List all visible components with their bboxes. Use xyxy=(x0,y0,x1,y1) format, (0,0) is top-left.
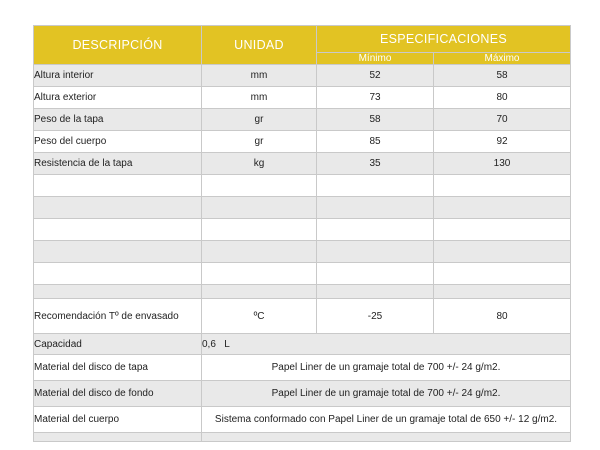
row-unit: mm xyxy=(202,65,317,87)
capacity-row xyxy=(34,334,571,355)
capacity-value: 0,6 xyxy=(202,338,216,350)
row-max: 92 xyxy=(434,131,571,153)
row-min: 73 xyxy=(317,87,434,109)
row-description: Recomendación Tº de envasado xyxy=(34,299,202,334)
header-min: Mínimo xyxy=(317,53,434,65)
material-row xyxy=(34,381,571,407)
material-value: Papel Liner de un gramaje total de 700 +/- 24 g/m2. xyxy=(202,355,571,381)
row-unit: kg xyxy=(202,153,317,175)
material-value: Sistema conformado con Papel Liner de un gramaje total de 650 +/- 12 g/m2. xyxy=(202,407,571,433)
table-row xyxy=(34,87,571,109)
capacity-label: Capacidad xyxy=(34,334,202,355)
row-description: Peso de la tapa xyxy=(34,109,202,131)
row-min: -25 xyxy=(317,299,434,334)
row-unit: gr xyxy=(202,109,317,131)
material-label: Material del disco de tapa xyxy=(34,355,202,381)
recommendation-row xyxy=(34,299,571,334)
empty-row xyxy=(34,263,571,285)
material-value: Papel Liner de un gramaje total de 700 +/- 24 g/m2. xyxy=(202,381,571,407)
table-row xyxy=(34,153,571,175)
material-row xyxy=(34,355,571,381)
material-row xyxy=(34,407,571,433)
empty-row xyxy=(34,433,571,442)
header-description: DESCRIPCIÓN xyxy=(34,26,202,65)
header-max: Máximo xyxy=(434,53,571,65)
row-min: 35 xyxy=(317,153,434,175)
material-label: Material del cuerpo xyxy=(34,407,202,433)
table-row xyxy=(34,131,571,153)
header-unit: UNIDAD xyxy=(202,26,317,65)
empty-row xyxy=(34,241,571,263)
row-max: 80 xyxy=(434,299,571,334)
row-unit: ºC xyxy=(202,299,317,334)
row-unit: mm xyxy=(202,87,317,109)
table-row xyxy=(34,109,571,131)
row-max: 58 xyxy=(434,65,571,87)
header-row xyxy=(34,26,571,53)
row-description: Peso del cuerpo xyxy=(34,131,202,153)
empty-row xyxy=(34,197,571,219)
row-max: 70 xyxy=(434,109,571,131)
row-max: 130 xyxy=(434,153,571,175)
row-description: Resistencia de la tapa xyxy=(34,153,202,175)
capacity-value-cell xyxy=(202,334,571,355)
row-description: Altura exterior xyxy=(34,87,202,109)
row-min: 52 xyxy=(317,65,434,87)
row-min: 58 xyxy=(317,109,434,131)
row-min: 85 xyxy=(317,131,434,153)
specifications-table xyxy=(33,25,571,442)
empty-row xyxy=(34,219,571,241)
empty-row xyxy=(34,285,571,299)
row-unit: gr xyxy=(202,131,317,153)
header-specifications: ESPECIFICACIONES xyxy=(317,26,571,53)
table-row xyxy=(34,65,571,87)
capacity-unit: L xyxy=(224,338,230,350)
row-max: 80 xyxy=(434,87,571,109)
row-description: Altura interior xyxy=(34,65,202,87)
empty-row xyxy=(34,175,571,197)
material-label: Material del disco de fondo xyxy=(34,381,202,407)
